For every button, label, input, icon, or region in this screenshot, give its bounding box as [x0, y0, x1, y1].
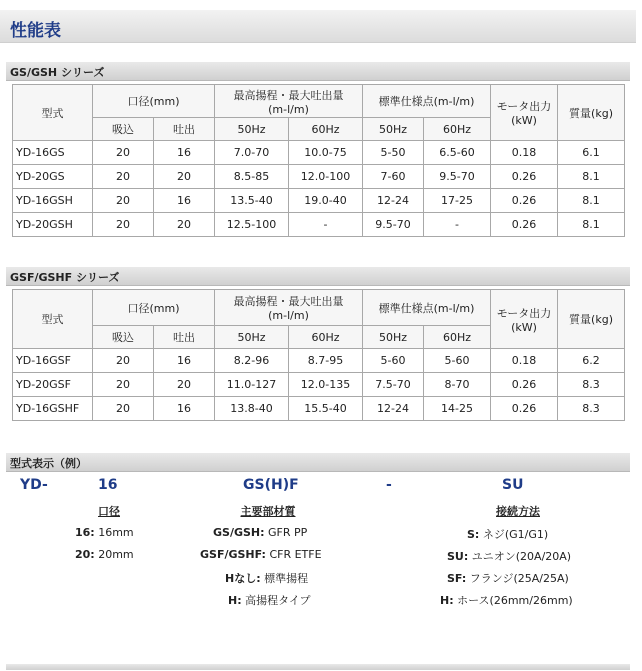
bottom-divider — [6, 664, 630, 670]
cell-weight: 8.1 — [558, 213, 625, 237]
cell-model: YD-16GSF — [13, 349, 93, 373]
cell-discharge: 20 — [154, 373, 215, 397]
header-max — [215, 290, 363, 326]
header-motor-line2: (kW) — [511, 114, 537, 127]
table-row — [13, 165, 625, 189]
cell-std-50hz: 5-50 — [363, 141, 424, 165]
connection-item-value: ユニオン(20A/20A) — [468, 550, 572, 563]
header-std: 標準仕様点(m-l/m) — [363, 290, 491, 326]
cell-std-60hz: 6.5-60 — [424, 141, 491, 165]
cell-std-60hz: 5-60 — [424, 349, 491, 373]
cell-weight: 6.2 — [558, 349, 625, 373]
bore-item-value: 20mm — [94, 548, 134, 561]
material-item-key: GS/GSH: — [213, 526, 265, 539]
header-max-line2: (m-l/m) — [268, 309, 309, 322]
cell-weight: 8.1 — [558, 189, 625, 213]
cell-max-50hz: 7.0-70 — [215, 141, 289, 165]
connection-item-value: ホース(26mm/26mm) — [453, 594, 573, 607]
header-bore: 口径(mm) — [93, 290, 215, 326]
header-discharge: 吐出 — [154, 118, 215, 141]
cell-std-50hz: 5-60 — [363, 349, 424, 373]
material-item-key: Hなし: — [225, 572, 261, 585]
cell-std-50hz: 7.5-70 — [363, 373, 424, 397]
table-row — [13, 141, 625, 165]
header-std: 標準仕様点(m-l/m) — [363, 85, 491, 118]
cell-model: YD-16GSH — [13, 189, 93, 213]
gs-series-title: GS/GSH シリーズ — [10, 66, 105, 79]
cell-suction: 20 — [93, 189, 154, 213]
material-item — [213, 526, 307, 539]
connection-item — [440, 592, 573, 608]
cell-motor: 0.18 — [491, 141, 558, 165]
material-item-value: GFR PP — [264, 526, 308, 539]
material-item-value: 高揚程タイプ — [241, 594, 311, 607]
cell-std-60hz: 17-25 — [424, 189, 491, 213]
bore-title: 口径 — [98, 505, 120, 518]
bore-item-key: 16: — [75, 526, 95, 539]
page-title-bar — [0, 10, 636, 43]
connection-item — [447, 548, 571, 564]
header-motor-line1: モータ出力 — [496, 306, 552, 320]
gs-spec-table — [12, 84, 625, 237]
gs-series-bar — [6, 62, 630, 81]
header-max-60hz: 60Hz — [289, 326, 363, 349]
bore-item-value: 16mm — [94, 526, 134, 539]
header-motor-line1: モータ出力 — [496, 100, 552, 113]
header-bore: 口径(mm) — [93, 85, 215, 118]
cell-std-60hz: - — [424, 213, 491, 237]
cell-motor: 0.18 — [491, 349, 558, 373]
cell-std-50hz: 12-24 — [363, 397, 424, 421]
cell-max-50hz: 8.5-85 — [215, 165, 289, 189]
designation-bar — [6, 453, 630, 472]
designation-part-prefix: YD- — [20, 477, 48, 493]
cell-discharge: 16 — [154, 397, 215, 421]
cell-suction: 20 — [93, 373, 154, 397]
cell-weight: 8.3 — [558, 397, 625, 421]
designation-part-material: GS(H)F — [243, 477, 299, 493]
cell-max-60hz: - — [289, 213, 363, 237]
cell-max-60hz: 8.7-95 — [289, 349, 363, 373]
table-row — [13, 213, 625, 237]
cell-max-50hz: 8.2-96 — [215, 349, 289, 373]
header-model: 型式 — [13, 290, 93, 349]
header-max-line2: (m-l/m) — [268, 102, 309, 116]
cell-max-60hz: 15.5-40 — [289, 397, 363, 421]
cell-weight: 8.3 — [558, 373, 625, 397]
header-std-50hz: 50Hz — [363, 326, 424, 349]
cell-std-50hz: 12-24 — [363, 189, 424, 213]
table-row — [13, 189, 625, 213]
connection-item-key: H: — [440, 594, 454, 607]
table-row — [13, 373, 625, 397]
cell-std-60hz: 8-70 — [424, 373, 491, 397]
cell-suction: 20 — [93, 397, 154, 421]
cell-max-50hz: 11.0-127 — [215, 373, 289, 397]
cell-suction: 20 — [93, 213, 154, 237]
cell-motor: 0.26 — [491, 189, 558, 213]
cell-max-60hz: 19.0-40 — [289, 189, 363, 213]
page-title: 性能表 — [10, 21, 61, 41]
cell-max-50hz: 13.8-40 — [215, 397, 289, 421]
header-std-60hz: 60Hz — [424, 118, 491, 141]
header-max-60hz: 60Hz — [289, 118, 363, 141]
designation-title: 型式表示（例） — [10, 457, 87, 470]
material-item — [200, 548, 322, 561]
header-max-line1: 最高揚程・最大吐出量 — [233, 295, 344, 308]
material-item-key: H: — [228, 594, 242, 607]
material-item-value: 標準揚程 — [260, 572, 309, 585]
cell-std-50hz: 7-60 — [363, 165, 424, 189]
bore-item-key: 20: — [75, 548, 95, 561]
cell-motor: 0.26 — [491, 397, 558, 421]
material-title: 主要部材質 — [240, 505, 296, 518]
cell-max-60hz: 12.0-135 — [289, 373, 363, 397]
connection-title: 接続方法 — [496, 505, 540, 518]
header-weight: 質量(kg) — [558, 290, 625, 349]
connection-item-key: SF: — [447, 572, 467, 585]
material-item-value: CFR ETFE — [265, 548, 322, 561]
table-row — [13, 349, 625, 373]
header-motor-line2: (kW) — [511, 320, 537, 334]
cell-suction: 20 — [93, 349, 154, 373]
cell-max-60hz: 12.0-100 — [289, 165, 363, 189]
designation-part-bore: 16 — [98, 477, 118, 493]
cell-discharge: 16 — [154, 349, 215, 373]
connection-item-value: ネジ(G1/G1) — [479, 528, 549, 541]
cell-model: YD-16GS — [13, 141, 93, 165]
header-discharge: 吐出 — [154, 326, 215, 349]
connection-item — [447, 570, 569, 586]
connection-item-key: SU: — [447, 550, 469, 563]
designation-part-connection: SU — [502, 477, 524, 493]
connection-item — [467, 526, 548, 542]
cell-discharge: 20 — [154, 165, 215, 189]
cell-std-60hz: 14-25 — [424, 397, 491, 421]
material-item — [228, 592, 311, 608]
gsf-series-bar — [6, 267, 630, 286]
cell-suction: 20 — [93, 165, 154, 189]
header-std-50hz: 50Hz — [363, 118, 424, 141]
header-suction: 吸込 — [93, 326, 154, 349]
cell-discharge: 20 — [154, 213, 215, 237]
cell-discharge: 16 — [154, 189, 215, 213]
cell-max-50hz: 13.5-40 — [215, 189, 289, 213]
cell-motor: 0.26 — [491, 373, 558, 397]
header-std-60hz: 60Hz — [424, 326, 491, 349]
cell-suction: 20 — [93, 141, 154, 165]
bore-item — [75, 548, 134, 561]
header-motor — [491, 290, 558, 349]
designation-part-dash: - — [386, 477, 392, 493]
header-max-50hz: 50Hz — [215, 326, 289, 349]
table-row — [13, 397, 625, 421]
cell-weight: 8.1 — [558, 165, 625, 189]
cell-weight: 6.1 — [558, 141, 625, 165]
cell-model: YD-16GSHF — [13, 397, 93, 421]
cell-max-50hz: 12.5-100 — [215, 213, 289, 237]
header-max-line1: 最高揚程・最大吐出量 — [233, 88, 344, 102]
cell-max-60hz: 10.0-75 — [289, 141, 363, 165]
cell-discharge: 16 — [154, 141, 215, 165]
connection-item-key: S: — [467, 528, 480, 541]
cell-model: YD-20GS — [13, 165, 93, 189]
material-item-key: GSF/GSHF: — [200, 548, 266, 561]
gsf-series-title: GSF/GSHF シリーズ — [10, 271, 120, 284]
cell-model: YD-20GSH — [13, 213, 93, 237]
cell-std-60hz: 9.5-70 — [424, 165, 491, 189]
header-weight: 質量(kg) — [558, 85, 625, 141]
header-model: 型式 — [13, 85, 93, 141]
header-max — [215, 85, 363, 118]
cell-motor: 0.26 — [491, 213, 558, 237]
cell-std-50hz: 9.5-70 — [363, 213, 424, 237]
cell-motor: 0.26 — [491, 165, 558, 189]
gsf-spec-table — [12, 289, 625, 421]
bore-item — [75, 526, 134, 539]
header-motor — [491, 85, 558, 141]
connection-item-value: フランジ(25A/25A) — [466, 572, 569, 585]
header-suction: 吸込 — [93, 118, 154, 141]
header-max-50hz: 50Hz — [215, 118, 289, 141]
cell-model: YD-20GSF — [13, 373, 93, 397]
material-item — [225, 570, 308, 586]
